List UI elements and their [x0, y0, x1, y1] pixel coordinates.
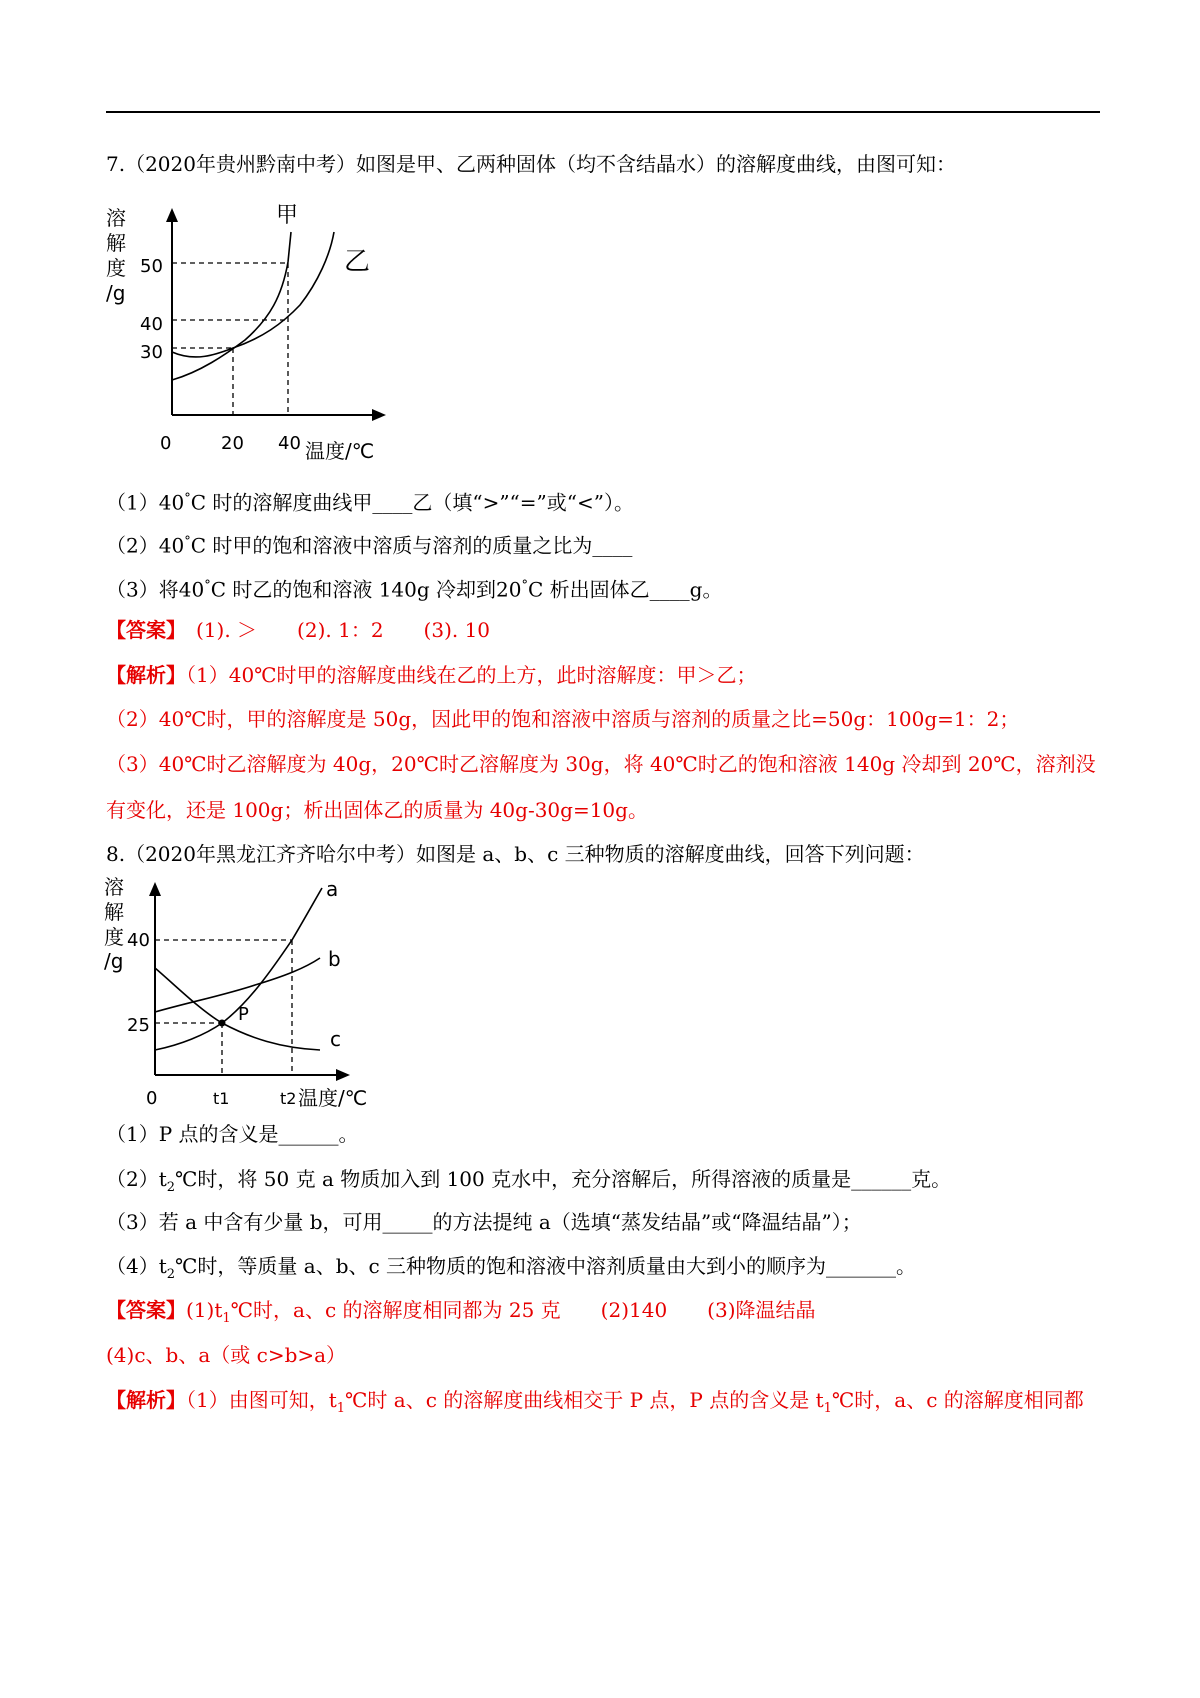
chart7-ytick-50: 50: [140, 256, 163, 277]
chart8-ylabel-2: 解: [104, 900, 124, 924]
chart8-series-a: [155, 888, 322, 1050]
chart7-y-arrow: [166, 208, 178, 222]
chart8-series-c: [155, 968, 320, 1050]
chart7-xlabel: 温度/℃: [305, 439, 375, 463]
q7-answer: 【答案】 (1). ＞ (2). 1：2 (3). 10: [106, 618, 491, 642]
chart7-series-jia: [172, 232, 291, 380]
q7-analysis-3a: （3）40℃时乙溶解度为 40g，20℃时乙溶解度为 30g，将 40℃时乙的饱和溶液 140g 冷却到 20℃，溶剂没: [106, 752, 1096, 776]
q7-stem: 7.（2020年贵州黔南中考）如图是甲、乙两种固体（均不含结晶水）的溶解度曲线，由图可知：: [106, 152, 956, 176]
chart8-point-p-label: P: [238, 1004, 249, 1025]
q8-stem: 8.（2020年黑龙江齐齐哈尔中考）如图是 a、b、c 三种物质的溶解度曲线，回答下列问题：: [106, 842, 925, 866]
q7-part2: （2）40°C 时甲的饱和溶液中溶质与溶剂的质量之比为____: [106, 533, 633, 558]
chart7-x-arrow: [372, 409, 386, 421]
q8-part4: $(4)t_2℃$时，等质量 a、b、c 三种物质的饱和溶液中溶剂质量由大到小的顺序为_______。: [106, 1254, 917, 1282]
chart8-ylabel-1: 溶: [104, 875, 124, 899]
chart7-ylabel-4: /g: [106, 281, 126, 305]
chart7-series-jia-label: 甲: [276, 203, 299, 228]
q7-analysis-1: 【解析】（1）40℃时甲的溶解度曲线在乙的上方，此时溶解度：甲＞乙；: [106, 663, 757, 687]
header-rule: [106, 111, 1100, 113]
chart8-xlabel: 温度/℃: [298, 1086, 368, 1110]
chart8-ylabel-3: 度: [104, 925, 124, 949]
chart8-series-b-label: b: [328, 947, 341, 971]
chart7-ylabel-2: 解: [106, 231, 126, 255]
chart7-ylabel-1: 溶: [106, 206, 126, 230]
chart7-xtick-40: 40: [278, 433, 301, 454]
chart7-ytick-30: 30: [140, 342, 163, 363]
chart8-series-a-label: a: [326, 877, 339, 901]
chart8-ytick-25: 25: [127, 1015, 150, 1036]
q7-part3: （3）将40°C 时乙的饱和溶液 140g 冷却到20°C 析出固体乙____g。: [106, 577, 723, 602]
chart8-x-arrow: [336, 1069, 350, 1081]
q7-part1: （1）40°C 时的溶解度曲线甲____乙（填“>”“=”或“<”）。: [106, 490, 634, 515]
chart8-point-p: [219, 1020, 226, 1027]
q7-analysis-2: （2）40℃时，甲的溶解度是 50g，因此甲的饱和溶液中溶质与溶剂的质量之比=50g：100g=1：2；: [106, 707, 1020, 731]
chart8-xtick-t1: t1: [213, 1089, 230, 1108]
chart8-xtick-t2: t2: [280, 1089, 297, 1108]
chart7-xtick-20: 20: [221, 433, 244, 454]
chart8-ytick-40: 40: [127, 930, 150, 951]
chart8-ylabel-4: /g: [104, 949, 124, 973]
chart8-y-arrow: [149, 882, 161, 896]
q8-analysis-1: 【解析】（1）由图可知，$t_1℃$时 a、c 的溶解度曲线相交于 P 点，P 点的含义是 $t_1℃$时，a、c 的溶解度相同都: [106, 1388, 1084, 1416]
chart7-ylabel-3: 度: [106, 256, 126, 280]
chart8-xtick-0: 0: [146, 1088, 158, 1109]
chart7-xtick-0: 0: [160, 433, 172, 454]
q8-part2: $(2)t_2℃$时，将 50 克 a 物质加入到 100 克水中，充分溶解后，所得溶液的质量是______克。: [106, 1167, 952, 1195]
chart7-series-yi: [172, 232, 334, 357]
q8-answer-2: (4)c、b、a（或 c>b>a）: [106, 1343, 347, 1367]
q8-answer-1: 【答案】$(1)t_1℃$时，a、c 的溶解度相同都为 25 克 (2)140 (3)降温结晶: [106, 1298, 816, 1326]
chart7-series-yi-label: 乙: [344, 247, 371, 277]
chart8-series-b: [155, 958, 320, 1012]
chart7-ytick-40: 40: [140, 314, 163, 335]
q7-analysis-3b: 有变化，还是 100g；析出固体乙的质量为 40g-30g=10g。: [106, 798, 648, 822]
chart8-series-c-label: c: [330, 1027, 341, 1051]
q8-part1: （1）P 点的含义是______。: [106, 1122, 359, 1146]
q8-part3: （3）若 a 中含有少量 b，可用_____的方法提纯 a（选填“蒸发结晶”或“降温结晶”）；: [106, 1210, 862, 1234]
